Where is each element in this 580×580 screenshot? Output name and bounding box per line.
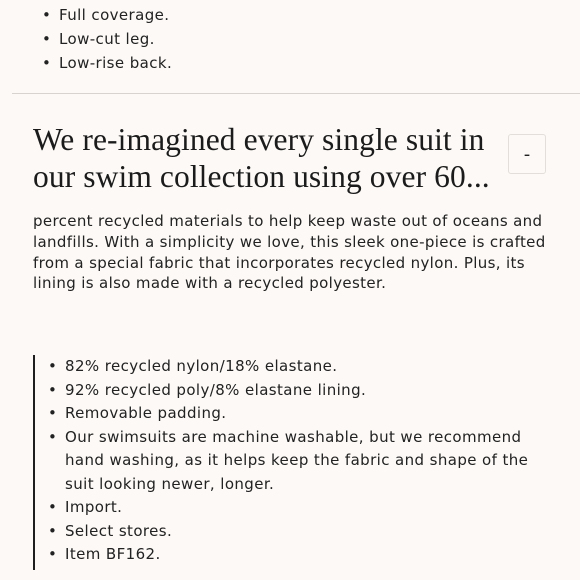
list-item: • Full coverage. [59,3,172,27]
product-details-block [33,355,555,570]
section-heading: We re-imagined every single suit in our swim collection using over 60... [33,122,490,194]
list-item: • Select stores. [65,520,555,544]
product-description: percent recycled materials to help keep waste out of oceans and landfills. With a simplicity we love, this sleek one-piece is crafted from a special fabric that incorporates recycled nylon. Plus, its lining is also made with a recycled polyester. [33,212,546,293]
list-item: • Low-rise back. [59,51,172,75]
product-details-list [35,355,555,567]
list-item: • 92% recycled poly/8% elastane lining. [65,379,555,403]
list-item: • Our swimsuits are machine washable, but we recommend hand washing, as it helps keep the fabric and shape of the suit looking newer, longer. [65,426,555,497]
list-item: • Removable padding. [65,402,555,426]
list-item: • Item BF162. [65,543,555,567]
list-item: • Import. [65,496,555,520]
collapse-button[interactable]: - [508,134,546,174]
top-feature-list [59,3,172,75]
list-item: • Low-cut leg. [59,27,172,51]
list-item: • 82% recycled nylon/18% elastane. [65,355,555,379]
section-divider [12,93,580,94]
